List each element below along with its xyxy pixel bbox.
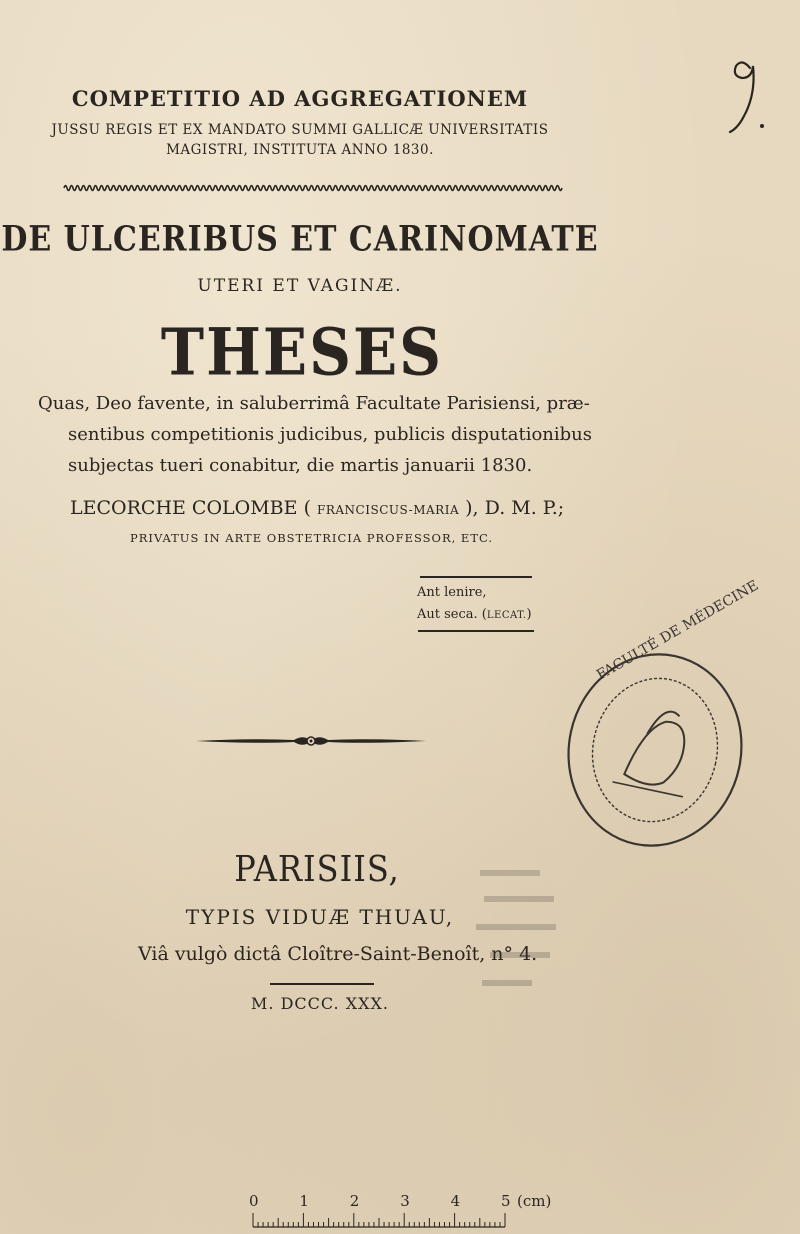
dedication-line-3: subjectas tueri conabitur, die martis januarii 1830. <box>68 455 533 476</box>
imprint-printer: TYPIS VIDUÆ THUAU, <box>185 905 455 929</box>
dedication-line-2: sentibus competitionis judicibus, publicis disputationibus <box>68 424 592 445</box>
competitio-heading: COMPETITIO AD AGGREGATIONEM <box>71 86 529 111</box>
imprint-address: Viâ vulgò dictâ Cloître-Saint-Benoît, n° 4. <box>138 943 538 965</box>
motto-text: Aut seca. <box>417 607 478 622</box>
imprint-year: M. DCCC. XXX. <box>251 994 389 1013</box>
motto-source: LECAT. <box>486 610 527 621</box>
author-degree: D. M. P.; <box>484 497 565 519</box>
motto-rule-top <box>420 576 532 578</box>
imprint-rule <box>270 983 374 985</box>
scale-unit: (cm) <box>517 1192 552 1210</box>
wavy-rule-divider <box>64 182 558 194</box>
motto-rule-bottom <box>418 630 534 632</box>
author-name: LECORCHE COLOMBE <box>70 497 298 519</box>
dedication-line-1: Quas, Deo favente, in saluberrimâ Facultate Parisiensi, præ- <box>38 393 590 414</box>
ornament-divider <box>196 730 426 752</box>
author-line: LECORCHE COLOMBE ( FRANCISCUS-MARIA ), D. M. P.; <box>70 497 565 519</box>
scale-label-3: 3 <box>400 1192 410 1210</box>
library-stamp-icon <box>560 577 762 860</box>
scale-label-4: 4 <box>450 1192 461 1210</box>
motto-line-1: Ant lenire, <box>417 585 487 600</box>
author-given-name: FRANCISCUS-MARIA <box>317 503 460 517</box>
handwritten-number-icon <box>722 54 768 136</box>
thesis-title: DE ULCERIBUS ET CARINOMATE <box>1 219 599 260</box>
scale-label-1: 1 <box>299 1192 309 1210</box>
thesis-subtitle: UTERI ET VAGINÆ. <box>197 276 403 296</box>
scale-label-2: 2 <box>349 1192 360 1210</box>
theses-heading: THESES <box>160 313 444 391</box>
stamp-lettering: FACULTÉ DE MÉDECINE <box>594 577 762 684</box>
jussu-line: JUSSU REGIS ET EX MANDATO SUMMI GALLICÆ UNIVERSITATIS <box>51 122 549 138</box>
author-title: PRIVATUS IN ARTE OBSTETRICIA PROFESSOR, ETC. <box>130 531 494 545</box>
scale-label-5: 5 <box>501 1192 511 1210</box>
imprint-city: PARISIIS, <box>234 848 400 890</box>
motto-line-2: Aut seca. (LECAT.) <box>417 607 532 622</box>
centimeter-scale <box>245 1192 565 1230</box>
show-through-text-icon <box>470 860 590 1010</box>
ruler-ticks <box>253 1212 505 1228</box>
magistri-line: MAGISTRI, INSTITUTA ANNO 1830. <box>166 142 434 158</box>
scale-label-0: 0 <box>249 1192 259 1210</box>
